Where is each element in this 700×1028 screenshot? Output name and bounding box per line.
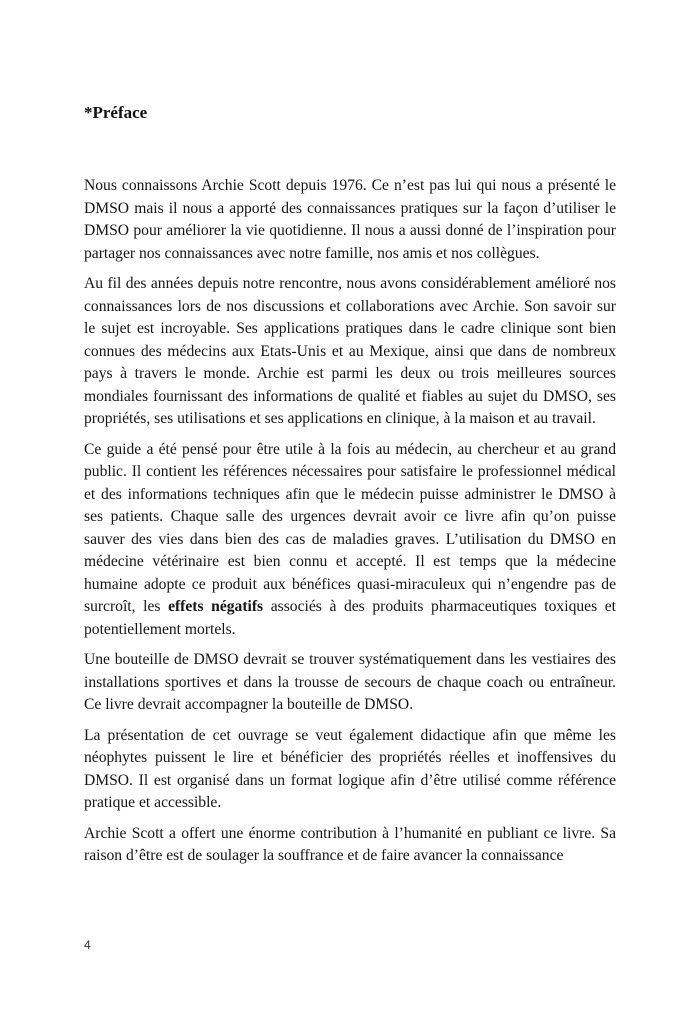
paragraph-5: La présentation de cet ouvrage se veut également didactique afin que même les néophytes puissent le lire et bénéficier des propriétés réelles et inoffensives du DMSO. Il est organisé dans un format logique afin d’être utilisé comme référence pratique et accessible. (84, 726, 616, 811)
paragraph-3-text-start: Ce guide a été pensé pour être utile à la fois au médecin, au chercheur et au grand public. Il contient les références nécessaires pour satisfaire le professionnel médical et des informations techniques afin que le médecin puisse administrer le DMSO à ses patients. Chaque salle des urgences devrait avoir ce livre afin qu’on puisse sauver des vies dans bien des cas de maladies graves. L’utilisation du DMSO en médecine vétérinaire est bien connu et accepté. Il est temps que la médecine humaine adopte ce produit aux bénéfices quasi-miraculeux qui n’engendre pas de surcroît, les (84, 440, 616, 615)
bold-emphasis: effets négatifs (168, 598, 264, 615)
paragraph-4: Une bouteille de DMSO devrait se trouver systématiquement dans les vestiaires des installations sportives et dans la trousse de secours de chaque coach ou entraîneur. Ce livre devrait accompagner la bouteille de DMSO. (84, 651, 616, 713)
paragraph-2: Au fil des années depuis notre rencontre, nous avons considérablement amélioré nos connaissances lors de nos discussions et collaborations avec Archie. Son savoir sur le sujet est incroyable. Ses applications pratiques dans le cadre clinique sont bien connues des médecins aux Etats-Unis et au Mexique, ainsi que dans de nombreux pays à travers le monde. Archie est parmi les deux ou trois meilleures sources mondiales fournissant des informations de qualité et fiables au sujet du DMSO, ses propriétés, ses utilisations et ses applications en clinique, à la maison et au travail. (84, 275, 616, 427)
paragraph-6: Archie Scott a offert une énorme contribution à l’humanité en publiant ce livre. Sa raison d’être est de soulager la souffrance et de faire avancer la connaissance (84, 824, 616, 864)
preface-body (84, 175, 616, 876)
page-title: *Préface (84, 103, 148, 122)
paragraph-3 (84, 439, 616, 642)
paragraph-1: Nous connaissons Archie Scott depuis 1976. Ce n’est pas lui qui nous a présenté le DMSO mais il nous a apporté des connaissances pratiques sur la façon d’utiliser le DMSO pour améliorer la vie quotidienne. Il nous a aussi donné de l’inspiration pour partager nos connaissances avec notre famille, nos amis et nos collègues. (84, 177, 616, 262)
page-number: 4 (84, 938, 91, 952)
paragraph-3-text-end: associés à des produits pharmaceutiques toxiques et potentiellement mortels. (84, 598, 617, 638)
